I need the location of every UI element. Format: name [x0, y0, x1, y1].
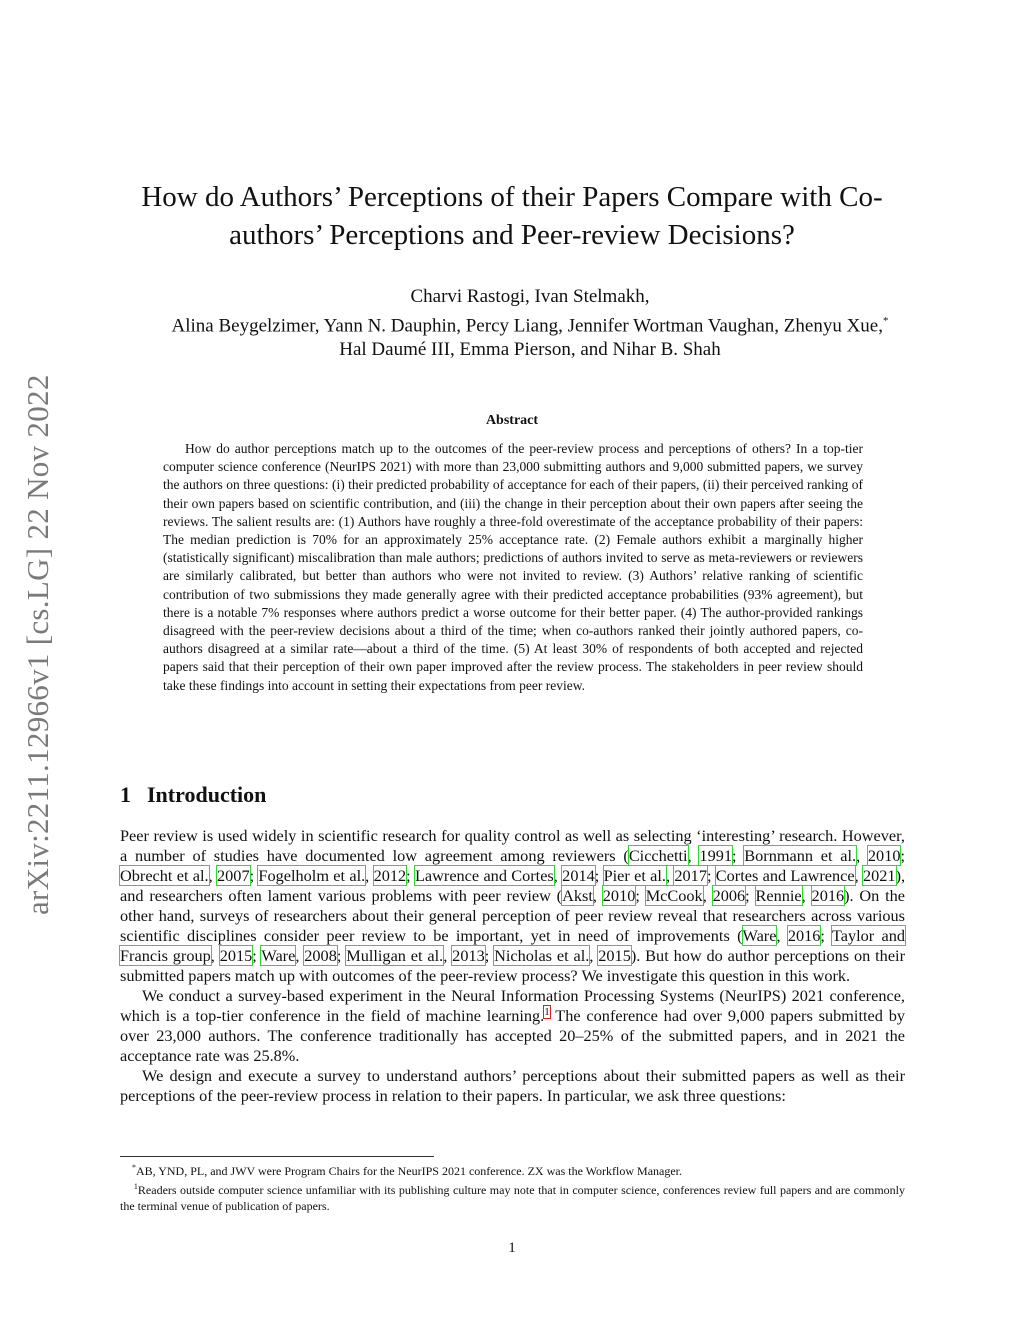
citation-link[interactable]: 2010 — [867, 846, 901, 865]
text: ; — [706, 866, 716, 885]
text: ). But how do author perceptions on their submitted papers match up with outcomes of the peer-review process? We investigate this question in this work. — [120, 946, 905, 985]
author-line-2-text: Alina Beygelzimer, Yann N. Dauphin, Percy Liang, Jennifer Wortman Vaughan, Zhenyu Xue, — [171, 315, 883, 337]
citation-link[interactable]: Obrecht et al. — [120, 866, 209, 885]
footnote-divider — [120, 1156, 434, 1157]
author-list — [100, 285, 960, 362]
text: ; — [252, 946, 262, 965]
citation-link[interactable]: Rennie — [755, 886, 802, 905]
author-line-1: Charvi Rastogi, Ivan Stelmakh, — [410, 286, 650, 307]
author-line-3: Hal Daumé III, Emma Pierson, and Nihar B. Shah — [339, 339, 721, 361]
citation-link[interactable]: Cicchetti — [628, 846, 688, 865]
text: , — [856, 846, 868, 865]
footnote — [120, 1179, 905, 1214]
text: ; — [336, 946, 347, 965]
author-footnote-mark[interactable]: * — [882, 315, 889, 327]
text: , — [553, 866, 563, 885]
text: ). On the other hand, surveys of researchers about their general perception of peer review reveal that researchers across various scientific disciplines consider peer review to be important, yet in need of improvements ( — [120, 886, 906, 945]
section-title: Introduction — [147, 782, 267, 807]
text: , — [702, 886, 713, 905]
text: , — [776, 926, 788, 945]
citation-link[interactable]: Nicholas et al. — [494, 946, 590, 965]
citation-link[interactable]: Taylor and Francis group — [120, 926, 905, 965]
citation-link[interactable]: 2008 — [304, 946, 337, 965]
citation-link[interactable]: Mulligan et al. — [346, 946, 444, 965]
text: , — [208, 866, 218, 885]
text: ; — [745, 886, 756, 905]
footnote-mark: 1 — [133, 1182, 138, 1191]
text: , — [801, 886, 812, 905]
abstract-body: How do author perceptions match up to the outcomes of the peer-review process and perceptions of others? In a top-tier computer science conference (NeurIPS 2021) with more than 23,000 submitting authors and 9,000 submitted papers, we survey the authors on three questions: (i) their predicted probability of acceptance for each of their papers, (ii) their perceived ranking of their own papers based on scientific contribution, and (iii) the change in their perception about their own papers after seeing the reviews. The salient results are: (1) Authors have roughly a three-fold overestimate of the acceptance probability of their papers: The median prediction is 70% for an approximately 25% acceptance rate. (2) Female authors exhibit a marginally higher (statistically significant) miscalibration than male authors; predictions of authors invited to serve as meta-reviewers or reviewers are similarly calibrated, but better than authors who were not invited to review. (3) Authors’ relative ranking of scientific contribution of two submissions they made generally agree with their predicted acceptance probabilities (93% agreement), but there is a notable 7% responses where authors predict a worse outcome for their better paper. (4) The author-provided rankings disagreed with the peer-review decisions about a third of the time; when co-authors ranked their jointly authored papers, co-authors disagreed at a similar rate—about a third of the time. (5) At least 30% of respondents of both accepted and rejected papers said that their perception of their own paper improved after the review process. The stakeholders in peer review should take these findings into account in setting their expectations from peer review. — [163, 441, 863, 693]
footnote-reference-link[interactable]: 1 — [544, 1005, 550, 1018]
section-heading — [120, 782, 266, 808]
text: , — [210, 946, 220, 965]
citation-link[interactable]: 2010 — [602, 886, 636, 905]
citation-link[interactable]: 2017 — [674, 866, 707, 885]
text: ; — [900, 846, 905, 865]
abstract-heading: Abstract — [485, 413, 539, 428]
citation-link[interactable]: Bornmann et al. — [744, 846, 857, 865]
text: ), and researchers often lament various problems with peer review ( — [120, 866, 906, 905]
citation-link[interactable]: Akst — [562, 886, 593, 905]
paragraph — [120, 986, 905, 1066]
citation-link[interactable]: McCook — [645, 886, 703, 905]
section-number: 1 — [120, 782, 131, 807]
page-number: 1 — [508, 1240, 516, 1256]
citation-link[interactable]: 2021 — [863, 866, 896, 885]
paragraph: We design and execute a survey to understand authors’ perceptions about their submitted papers as well as their perceptions of the peer-review process in relation to their papers. In particular, we ask three questions: — [120, 1066, 905, 1105]
citation-link[interactable]: 1991 — [699, 846, 732, 865]
text: , — [666, 866, 675, 885]
footnotes — [120, 1160, 905, 1214]
citation-link[interactable]: Lawrence and Cortes — [414, 866, 554, 885]
citation-link[interactable]: 2015 — [219, 946, 253, 965]
citation-link[interactable]: 2016 — [811, 886, 845, 905]
text: , — [443, 946, 453, 965]
text: , — [687, 846, 700, 865]
paper-title: How do Authors’ Perceptions of their Papers Compare with Co-authors’ Perceptions and Peer-review Decisions? — [141, 181, 883, 251]
footnote-mark: * — [132, 1163, 136, 1172]
footnote — [120, 1160, 905, 1179]
footnote-text: AB, YND, PL, and JWV were Program Chairs for the NeurIPS 2021 conference. ZX was the Workflow Manager. — [136, 1164, 683, 1178]
citation-link[interactable]: 2015 — [598, 946, 631, 965]
citation-link[interactable]: Fogelholm et al. — [258, 866, 366, 885]
citation-link[interactable]: Pier et al. — [603, 866, 666, 885]
citation-link[interactable]: Ware — [261, 946, 296, 965]
citation-link[interactable]: 2013 — [452, 946, 485, 965]
footnote-text: Readers outside computer science unfamiliar with its publishing culture may note that in computer science, conferences review full papers and are commonly the terminal venue of publication of papers. — [120, 1183, 906, 1213]
citation-link[interactable]: 2016 — [787, 926, 821, 945]
text: We conduct a survey-based experiment in the Neural Information Processing Systems (NeurIPS) 2021 conference, which is a top-tier conference in the field of machine learning. — [120, 986, 905, 1025]
citation-link[interactable]: 2014 — [562, 866, 595, 885]
text: , — [854, 866, 863, 885]
text: , — [365, 866, 374, 885]
text: , — [589, 946, 599, 965]
citation-link[interactable]: Ware — [742, 926, 777, 945]
introduction-body — [120, 826, 905, 1106]
text: ; — [484, 946, 495, 965]
text: The conference had over 9,000 papers submitted by over 23,000 authors. The conference traditionally has accepted 20–25% of the submitted papers, and in 2021 the acceptance rate was 25.8%. — [120, 1006, 905, 1065]
citation-link[interactable]: 2012 — [373, 866, 407, 885]
text: ; — [731, 846, 745, 865]
text: ; — [635, 886, 646, 905]
citation-link[interactable]: Cortes and Lawrence — [715, 866, 855, 885]
text: , — [295, 946, 305, 965]
text: ; — [249, 866, 259, 885]
text: ; — [820, 926, 832, 945]
citation-link[interactable]: 2006 — [712, 886, 746, 905]
citation-link[interactable]: 2007 — [217, 866, 250, 885]
text: ; — [406, 866, 415, 885]
text: ; — [594, 866, 604, 885]
author-line-2 — [100, 309, 960, 338]
arxiv-identifier-stamp: arXiv:2211.12966v1 [cs.LG] 22 Nov 2022 — [20, 374, 55, 916]
text: , — [592, 886, 603, 905]
paragraph — [120, 826, 905, 986]
text: Peer review is used widely in scientific research for quality control as well as selecting ‘interesting’ research. However, a number of studies have documented low agreement among reviewers ( — [120, 826, 905, 865]
